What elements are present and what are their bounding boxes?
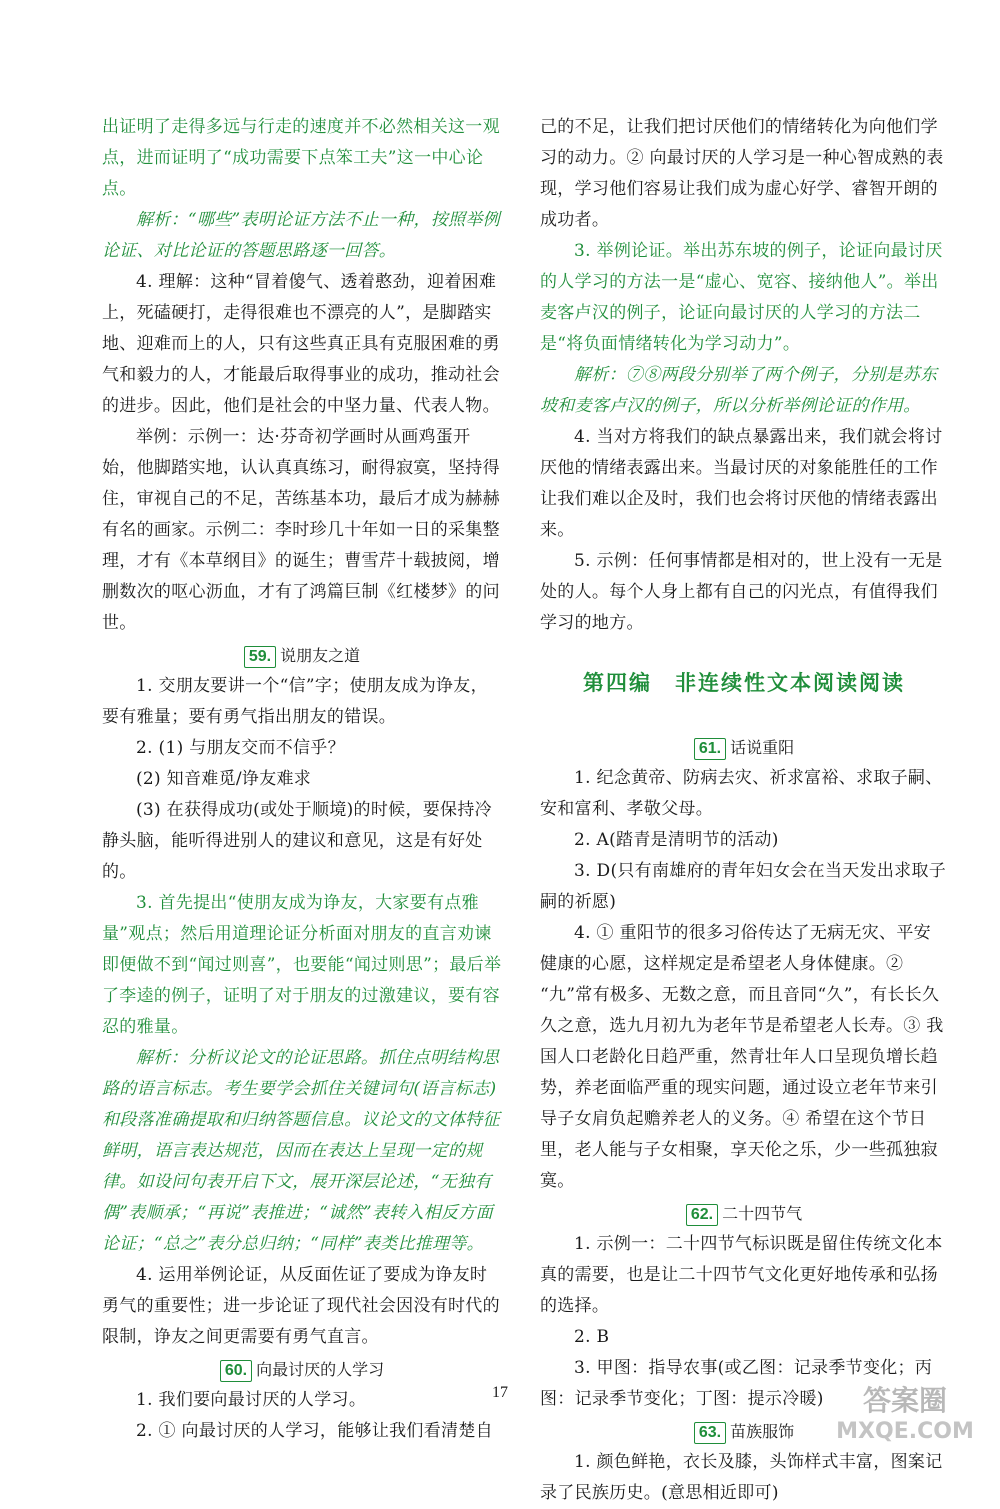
answer-paragraph: 4. 运用举例论证，从反面佐证了要成为诤友时勇气的重要性；进一步论证了现代社会因没有时代的限制，诤友之间更需要有勇气直言。 <box>102 1265 500 1347</box>
section-number: 62. <box>686 1204 718 1226</box>
answer-paragraph: 4. ① 重阳节的很多习俗传达了无病无灾、平安健康的心愿，这样规定是希望老人身体健康。② “九”常有极多、无数之意，而且音同“久”，有长长久久之意，选九月初九为老年节是希望老人长寿。③ 我国人口老龄化日趋严重，然青壮年人口呈现负增长趋势，养老面临严重的现实问题，通过设立老年节来引导子女肩负起赡养老人的义务。④ 希望在这个节日里，老人能与子女相聚，享天伦之乐，少一些孤独寂寞。 <box>540 923 944 1191</box>
answer-paragraph: 2. ① 向最讨厌的人学习，能够让我们看清楚自 <box>136 1421 493 1441</box>
answer-paragraph: 3. 首先提出“使朋友成为诤友，大家要有点雅量”观点；然后用道理论证分析面对朋友的直言劝谏即便做不到“闻过则喜”，也要能“闻过则思”；最后举了李逵的例子，证明了对于朋友的过激建议，要有容忍的雅量。 <box>102 893 502 1037</box>
analysis-paragraph: 解析：“哪些”表明论证方法不止一种，按照举例论证、对比论证的答题思路逐一回答。 <box>102 210 500 261</box>
section-heading-60 <box>102 1355 502 1385</box>
answer-paragraph: (2) 知音难觅/诤友难求 <box>136 769 312 789</box>
watermark-text: 答案圈 <box>862 1384 948 1417</box>
section-title: 话说重阳 <box>730 738 795 757</box>
answer-paragraph: 2. (1) 与朋友交而不信乎？ <box>136 738 345 758</box>
analysis-paragraph: 解析：分析议论文的论证思路。抓住点明结构思路的语言标志。考生要学会抓住关键词句(语言标志)和段落准确提取和归纳答题信息。议论文的文体特征鲜明，语言表达规范，因而在表达上呈现一定的规律。如设问句表开启下文，展开深层论述，“无独有偶”表顺承；“再说”表推进；“诚然”表转入相反方面论证；“总之”表分总归纳；“同样”表类比推理等。 <box>102 1048 500 1254</box>
answer-paragraph: 举例：示例一：达·芬奇初学画时从画鸡蛋开始，他脚踏实地，认认真真练习，耐得寂寞，坚持得住，审视自己的不足，苦练基本功，最后才成为赫赫有名的画家。示例二：李时珍几十年如一日的采集整理，才有《本草纲目》的诞生；曹雪芹十载披阅，增删数次的呕心沥血，才有了鸿篇巨制《红楼梦》的问世。 <box>102 427 500 633</box>
section-number: 63. <box>694 1422 726 1444</box>
answer-paragraph: 2. B <box>574 1327 610 1347</box>
section-number: 60. <box>220 1360 252 1382</box>
answer-paragraph: 1. 交朋友要讲一个“信”字；使朋友成为诤友，要有雅量；要有勇气指出朋友的错误。 <box>102 676 488 727</box>
answer-paragraph: 3. 甲图：指导农事(或乙图：记录季节变化；丙图：记录季节变化；丁图：提示冷暖) <box>540 1358 933 1409</box>
answer-paragraph: 3. D(只有南雄府的青年妇女会在当天发出求取子嗣的祈愿) <box>540 861 947 912</box>
answer-paragraph: 3. 举例论证。举出苏东坡的例子，论证向最讨厌的人学习的方法一是“虚心、宽容、接纳他人”。举出麦客卢汉的例子，论证向最讨厌的人学习的方法二是“将负面情绪转化为学习动力”。 <box>540 241 943 354</box>
answer-paragraph: 4. 理解：这种“冒着傻气、透着憨劲，迎着困难上，死磕硬打，走得很难也不漂亮的人”，是脚踏实地、迎难而上的人，只有这些真正具有克服困难的勇气和毅力的人，才能最后取得事业的成功，推动社会的进步。因此，他们是社会的中坚力量、代表人物。 <box>102 272 500 416</box>
answer-paragraph: 5. 示例：任何事情都是相对的，世上没有一无是处的人。每个人身上都有自己的闪光点，有值得我们学习的地方。 <box>540 551 943 633</box>
analysis-paragraph: 解析：⑦⑧两段分别举了两个例子，分别是苏东坡和麦客卢汉的例子，所以分析举例论证的作用。 <box>540 365 938 416</box>
section-number: 61. <box>694 738 726 760</box>
answer-paragraph: 己的不足，让我们把讨厌他们的情绪转化为向他们学习的动力。② 向最讨厌的人学习是一种心智成熟的表现，学习他们容易让我们成为虚心好学、睿智开朗的成功者。 <box>540 117 944 230</box>
part-title: 第四编 非连续性文本阅读阅读 <box>583 671 905 695</box>
left-column <box>102 112 502 1447</box>
section-heading-59 <box>102 641 502 671</box>
section-title: 说朋友之道 <box>280 646 361 665</box>
section-heading-61 <box>540 733 948 763</box>
right-column <box>540 112 948 1509</box>
answer-paragraph: 2. A(踏青是清明节的活动) <box>574 830 779 850</box>
section-title: 向最讨厌的人学习 <box>256 1360 385 1379</box>
answer-paragraph: 1. 纪念黄帝、防病去灾、祈求富裕、求取子嗣、安和富利、孝敬父母。 <box>540 768 943 819</box>
section-heading-62 <box>540 1199 948 1229</box>
answer-paragraph: (3) 在获得成功(或处于顺境)的时候，要保持冷静头脑，能听得进别人的建议和意见，这是有好处的。 <box>102 800 492 882</box>
page-number: 17 <box>492 1384 508 1401</box>
answer-paragraph: 出证明了走得多远与行走的速度并不必然相关这一观点，进而证明了“成功需要下点笨工夫”这一中心论点。 <box>102 117 500 199</box>
answer-paragraph: 1. 颜色鲜艳，衣长及膝，头饰样式丰富，图案记录了民族历史。(意思相近即可) <box>540 1452 943 1503</box>
watermark-domain: MXQE.COM <box>836 1419 974 1444</box>
section-number: 59. <box>244 646 276 668</box>
answer-paragraph: 1. 示例一：二十四节气标识既是留住传统文化本真的需要，也是让二十四节气文化更好地传承和弘扬的选择。 <box>540 1234 943 1316</box>
answer-paragraph: 4. 当对方将我们的缺点暴露出来，我们就会将讨厌他的情绪表露出来。当最讨厌的对象能胜任的工作让我们难以企及时，我们也会将讨厌他的情绪表露出来。 <box>540 427 943 540</box>
section-title: 苗族服饰 <box>730 1422 795 1441</box>
watermark-logo <box>820 1380 990 1446</box>
answer-paragraph: 1. 我们要向最讨厌的人学习。 <box>136 1390 367 1410</box>
section-title: 二十四节气 <box>722 1204 803 1223</box>
